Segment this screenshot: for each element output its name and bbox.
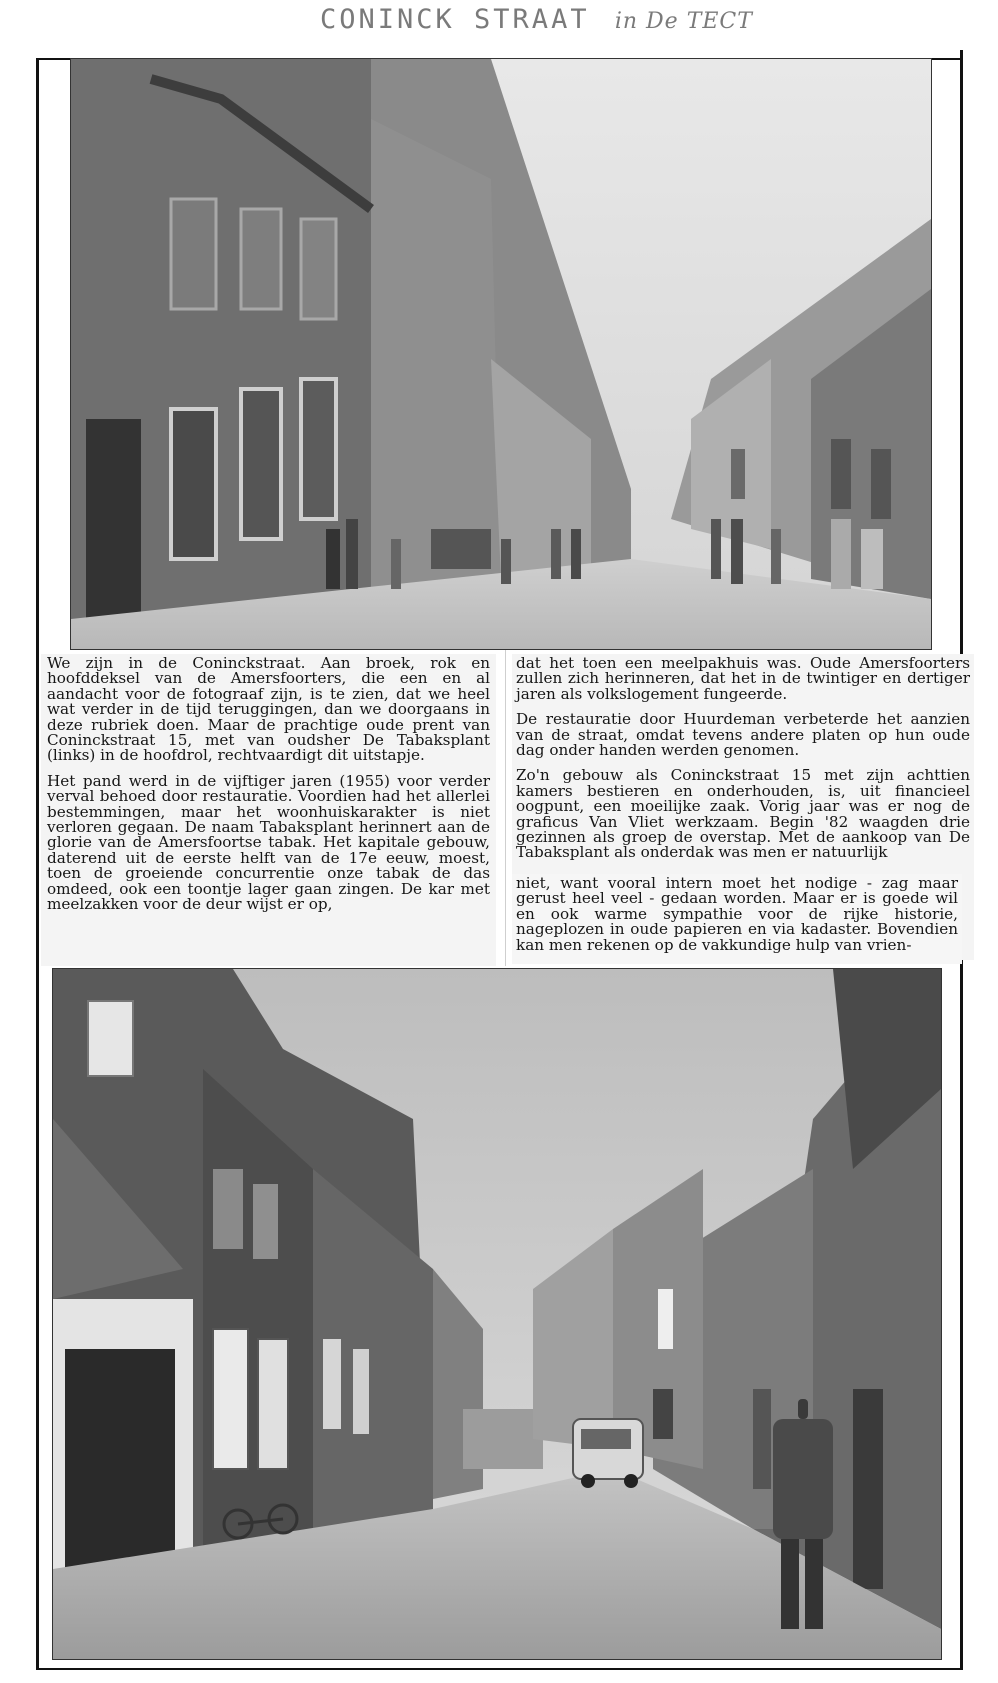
handwritten-title-main: CONINCK STRAAT: [320, 4, 590, 35]
article-paragraph: We zijn in de Coninckstraat. Aan broek, rok en hoofddeksel van de Amersfoorters, die een en al aandacht voor de fotograaf zijn, is te zien, dat we heel wat verder in de tijd teruggingen, dan we doorgaans in deze rubriek doen. Maar de prachtige oude prent van Coninckstraat 15, met van oudsher De Tabaksplant (links) in de hoofdrol, rechtvaardigt dit uitstapje.: [47, 654, 490, 765]
handwritten-title: [320, 4, 880, 44]
article-left-column: [41, 654, 496, 966]
frame-line-bottom: [36, 1668, 962, 1670]
paste-edge: [505, 650, 506, 966]
article-paragraph: niet, want vooral intern moet het nodige - zag maar gerust heel veel - gedaan worden. Maar er is goede wil en ook warme sympathie voor de rijke historie, nageplozen in oude papieren en via kadaster. Bovendien kan men rekenen op de vakkundige hulp van vrien-: [516, 874, 958, 954]
article-paragraph: Het pand werd in de vijftiger jaren (1955) voor verder verval behoed door restauratie. Voordien had het allerlei bestemmingen, maar het woonhuiskarakter is niet verloren gegaan. De naam Tabaksplant herinnert aan de glorie van de Amersfoortse tabak. Het kapitale gebouw, daterend uit de eerste helft van de 17e eeuw, moest, toen de groeiende concurrentie onze tabak de das omdeed, ook een toontje lager gaan zingen. De kar met meelzakken voor de deur wijst er op,: [47, 771, 490, 914]
handwritten-title-suffix: in De TECT: [614, 9, 753, 34]
historic-street-photo-image: [71, 59, 931, 649]
article-right-column-continuation: [512, 874, 962, 964]
modern-street-photo-image: [53, 969, 941, 1659]
article-paragraph: dat het toen een meelpakhuis was. Oude Amersfoorters zullen zich herinneren, dat het in de twintiger en dertiger jaren als volkslogement fungeerde.: [516, 654, 970, 703]
historic-street-photo: [70, 58, 932, 650]
article-paragraph: Zo'n gebouw als Coninckstraat 15 met zijn achttien kamers bestieren en onderhouden, is, uit financieel oogpunt, een moeilijke zaak. Vorig jaar was er nog de graficus Van Vliet werkzaam. Begin '82 waagden drie gezinnen als groep de overstap. Met de aankoop van De Tabaksplant als onderdak was men er natuurlijk: [516, 766, 970, 862]
article-paragraph: De restauratie door Huurdeman verbeterde het aanzien van de straat, omdat tevens andere platen op hun oude dag onder handen werden genomen.: [516, 710, 970, 760]
frame-line-left: [36, 60, 39, 1670]
modern-street-photo: [52, 968, 942, 1660]
